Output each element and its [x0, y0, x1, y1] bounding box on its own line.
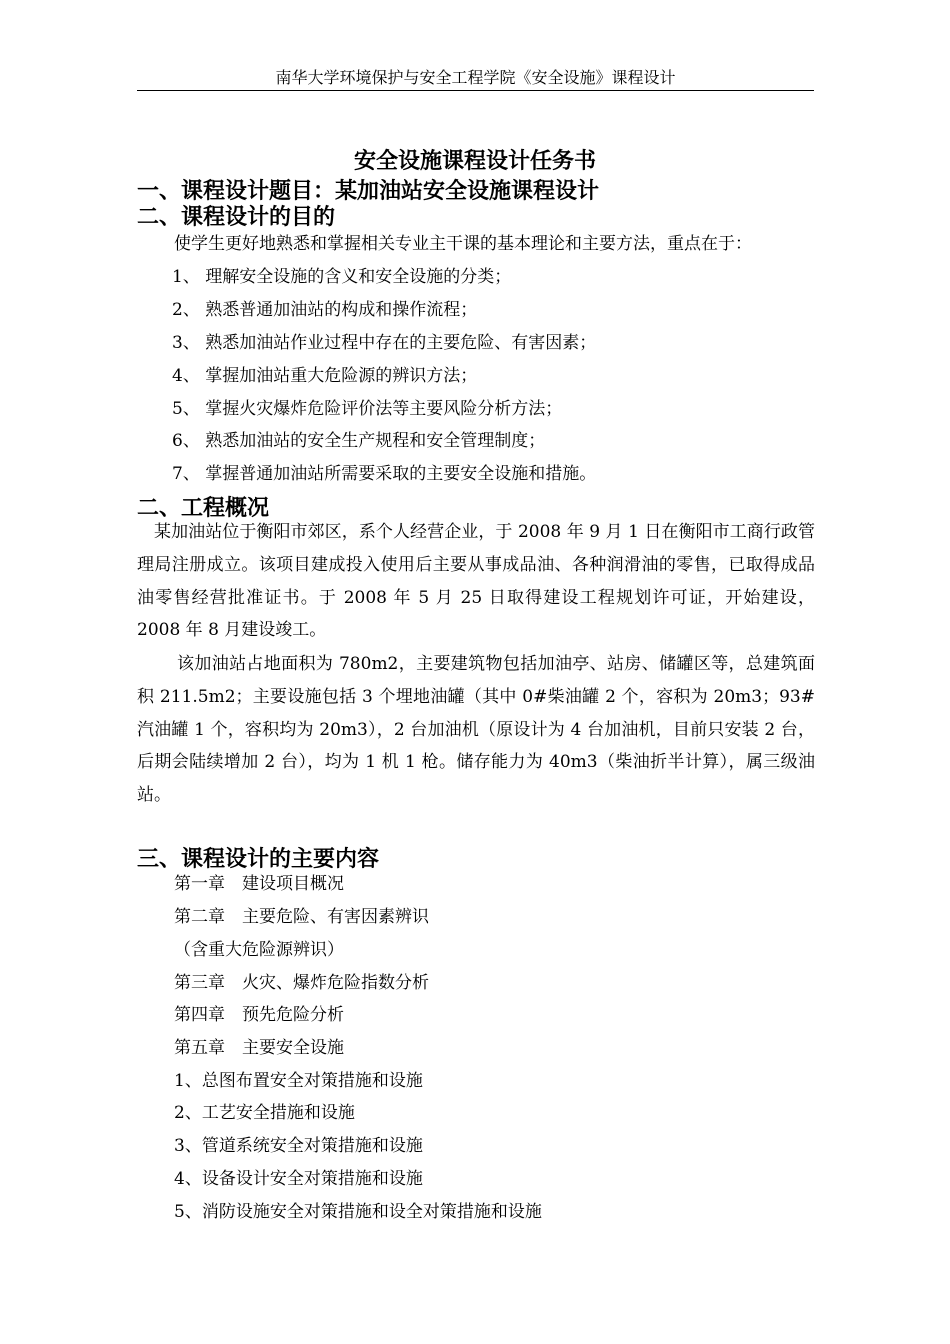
document-title: 安全设施课程设计任务书 — [353, 149, 596, 174]
content-item: （含重大危险源辨识） — [174, 940, 344, 960]
purpose-item: 3、 熟悉加油站作业过程中存在的主要危险、有害因素； — [172, 333, 597, 353]
content-item: 4、设备设计安全对策措施和设施 — [174, 1169, 423, 1189]
content-item: 第三章 火灾、爆炸危险指数分析 — [174, 973, 429, 993]
overview-paragraph-1: 某加油站位于衡阳市郊区，系个人经营企业，于 2008 年 9 月 1 日在衡阳市工商行政管理局注册成立。该项目建成投入使用后主要从事成品油、各种润滑油的零售，已取得成品油零售经营批准证书。于 2008 年 5 月 25 日取得建设工程规划许可证，开始建设，2008 年 8 月建设竣工。 — [137, 522, 815, 641]
content-item: 第一章 建设项目概况 — [174, 874, 344, 894]
content-item: 第五章 主要安全设施 — [174, 1038, 344, 1058]
purpose-item: 6、 熟悉加油站的安全生产规程和安全管理制度； — [172, 431, 546, 451]
page-header: 南华大学环境保护与安全工程学院《安全设施》课程设计 — [137, 68, 814, 91]
section-purpose-heading: 二、课程设计的目的 — [137, 205, 336, 230]
content-item: 5、消防设施安全对策措施和设全对策措施和设施 — [174, 1202, 542, 1222]
purpose-item: 2、 熟悉普通加油站的构成和操作流程； — [172, 300, 478, 320]
content-item: 2、工艺安全措施和设施 — [174, 1103, 355, 1123]
purpose-item: 4、 掌握加油站重大危险源的辨识方法； — [172, 366, 478, 386]
content-item: 3、管道系统安全对策措施和设施 — [174, 1136, 423, 1156]
purpose-item: 7、 掌握普通加油站所需要采取的主要安全设施和措施。 — [172, 464, 597, 484]
purpose-item: 5、 掌握火灾爆炸危险评价法等主要风险分析方法； — [172, 399, 563, 419]
section-content-heading: 三、课程设计的主要内容 — [137, 847, 380, 872]
purpose-intro: 使学生更好地熟悉和掌握相关专业主干课的基本理论和主要方法，重点在于： — [174, 234, 752, 254]
section-topic-heading: 一、课程设计题目：某加油站安全设施课程设计 — [137, 179, 600, 204]
content-item: 1、总图布置安全对策措施和设施 — [174, 1071, 423, 1091]
section-overview-heading: 二、工程概况 — [137, 496, 270, 521]
overview-paragraph-2: 该加油站占地面积为 780m2，主要建筑物包括加油亭、站房、储罐区等，总建筑面积 211.5m2；主要设施包括 3 个埋地油罐（其中 0#柴油罐 2 个，容积为 20m3；93#汽油罐 1 个，容积均为 20m3），2 台加油机（原设计为 4 台加油机，目前只安装 2 台，后期会陆续增加 2 台），均为 1 机 1 枪。储存能力为 40m3（柴油折半计算），属三级油站。 — [137, 654, 815, 806]
purpose-item: 1、 理解安全设施的含义和安全设施的分类； — [172, 267, 512, 287]
content-item: 第四章 预先危险分析 — [174, 1005, 344, 1025]
content-item: 第二章 主要危险、有害因素辨识 — [174, 907, 429, 927]
